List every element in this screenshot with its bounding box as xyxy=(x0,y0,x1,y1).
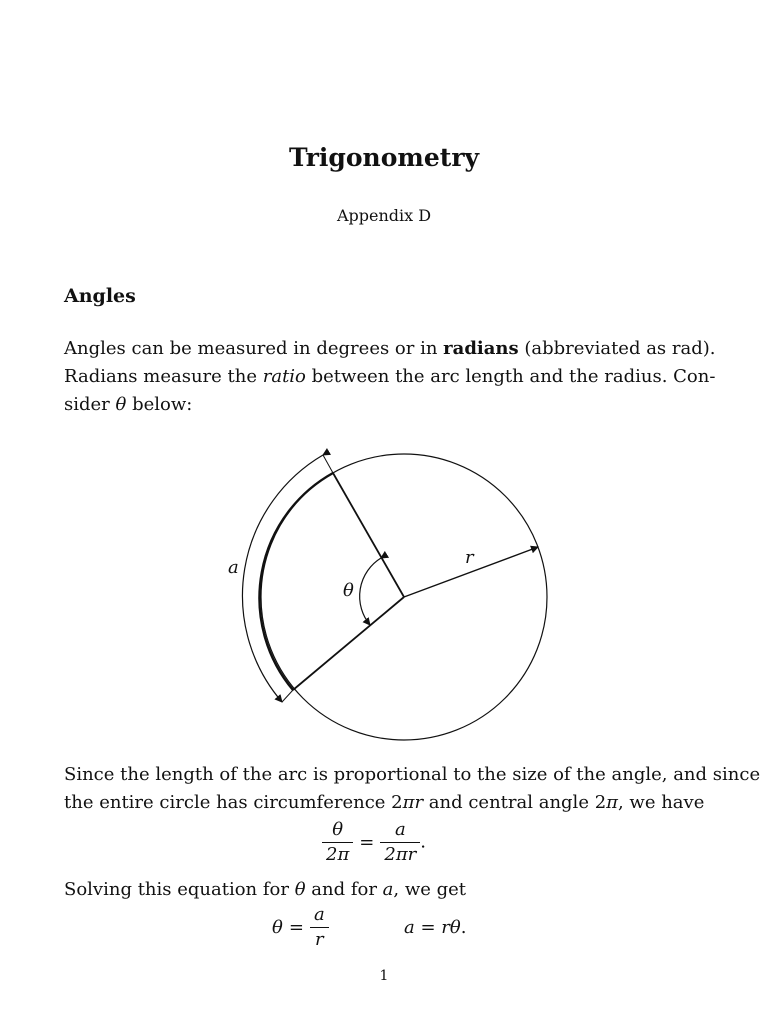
text-run: below: xyxy=(126,394,193,415)
highlighted-arc xyxy=(259,473,333,690)
denominator: 2π xyxy=(322,842,353,867)
numerator: a xyxy=(394,819,406,840)
numerator: θ xyxy=(332,819,344,840)
arc-line-1: Since the length of the arc is proportional to the size of the angle, and since xyxy=(64,764,761,785)
arc-line-2 xyxy=(64,789,704,817)
numerator: a xyxy=(313,904,325,925)
equals-sign: = xyxy=(359,832,375,853)
radius-upper xyxy=(333,473,404,597)
bold-term-radians: radians xyxy=(443,338,519,359)
text-run: , we get xyxy=(393,879,467,900)
denominator: 2πr xyxy=(380,842,420,867)
theta-symbol: θ xyxy=(294,879,306,900)
radian-circle-diagram xyxy=(200,440,570,760)
section-heading: Angles xyxy=(64,285,136,307)
theta-symbol: θ xyxy=(115,394,127,415)
theta-angle-arc xyxy=(360,558,381,625)
equation-theta xyxy=(272,903,329,952)
text-run: Radians measure the xyxy=(64,366,263,387)
text-run: (abbreviated as rad). xyxy=(518,338,716,359)
italic-term-ratio: ratio xyxy=(262,366,306,387)
solving-line xyxy=(64,876,704,904)
text-run: and for xyxy=(305,879,383,900)
intro-line-1 xyxy=(64,335,716,363)
text-run: Solving this equation for xyxy=(64,879,295,900)
math-pi: π xyxy=(606,792,618,813)
text-run: between the arc length and the radius. Con- xyxy=(305,366,716,387)
denominator: r xyxy=(310,927,329,952)
fraction-theta-over-2pi xyxy=(322,818,353,867)
equation-ratio xyxy=(322,818,426,867)
label-r: r xyxy=(465,547,474,568)
document-title: Trigonometry xyxy=(288,143,480,172)
variable-a: a xyxy=(382,879,394,900)
text-run: the entire circle has circumference 2 xyxy=(64,792,403,813)
label-a: a xyxy=(228,557,239,578)
text-run: sider xyxy=(64,394,116,415)
fraction-a-over-2pir xyxy=(380,818,420,867)
text-run: Angles can be measured in degrees or in xyxy=(64,338,444,359)
intro-line-2 xyxy=(64,363,716,391)
page-number: 1 xyxy=(379,968,389,984)
equals-sign: = xyxy=(288,917,304,938)
period: . xyxy=(420,831,427,853)
intro-paragraph xyxy=(64,335,716,419)
math-pi-r: πr xyxy=(402,792,424,813)
equation-arc-length xyxy=(404,917,466,938)
intro-line-3 xyxy=(64,391,704,419)
solving-paragraph xyxy=(64,876,704,904)
document-subtitle: Appendix D xyxy=(336,206,432,225)
arc-length-tick-bottom xyxy=(282,690,293,702)
fraction-a-over-r xyxy=(310,903,329,952)
label-theta: θ xyxy=(343,580,354,601)
period: . xyxy=(460,917,467,938)
text-run: and central angle 2 xyxy=(423,792,607,813)
arc-length-arrow xyxy=(242,455,323,702)
theta-symbol: θ xyxy=(272,917,283,938)
arc-length-tick-top xyxy=(323,455,333,473)
arc-length-formula: a = rθ xyxy=(404,917,461,938)
radius-lower xyxy=(293,597,404,690)
arc-paragraph xyxy=(64,761,761,817)
text-run: , we have xyxy=(617,792,705,813)
